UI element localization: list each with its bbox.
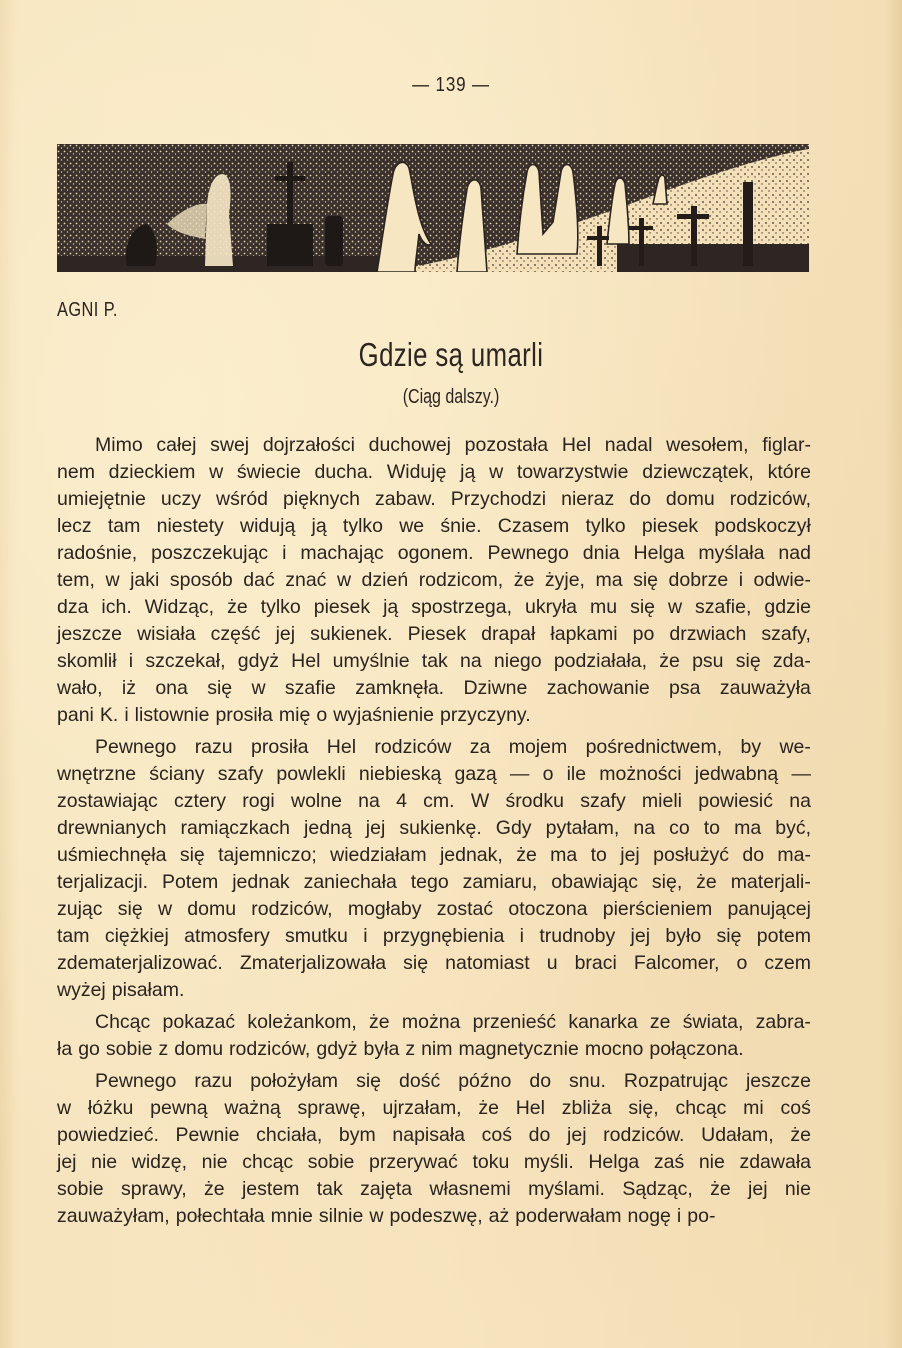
text-line: powiedzieć. Pewnie chciała, bym napisała coś do jej rodziców. Udałam, że [57,1124,811,1146]
paragraph [57,734,811,1004]
text-line: wało, iż ona się w szafie zamknęła. Dziwne zachowanie psa zauważyła [57,677,811,699]
text-line: jeszcze wisiała część jej sukienek. Piesek drapał łapkami po drzwiach szafy, [57,623,811,645]
paragraph [57,1009,811,1063]
text-line: lecz tam niestety widują ją tylko we śnie. Czasem tylko piesek podskoczył [57,515,811,537]
text-line: Chcąc pokazać koleżankom, że można przenieść kanarka ze świata, zabra- [95,1011,811,1033]
text-line: zując się w domu rodziców, mogłaby zostać otoczona pierścieniem panującej [57,898,811,920]
text-line: pani K. i listownie prosiła mię o wyjaśnienie przyczyny. [57,704,531,726]
author-name: AGNI P. [57,299,118,321]
text-line: zauważyłam, połechtała mnie silnie w podeszwę, aż poderwałam nogę i po- [57,1205,716,1227]
text-line: ła go sobie z domu rodziców, gdyż była z nim magnetycznie mocno połączona. [57,1038,744,1060]
text-line: uśmiechnęła się tajemniczo; wiedziałam jednak, że ma to jej posłużyć do ma- [57,844,811,866]
paragraph [57,1068,811,1230]
text-line: sobie sprawy, że jestem tak zajęta własnemi myślami. Sądząc, że jej nie [57,1178,811,1200]
paragraph [57,432,811,729]
page-number: — 139 — [412,74,490,96]
text-line: terjalizacji. Potem jednak zaniechała tego zamiaru, obawiając się, że materjali- [57,871,811,893]
text-line: dza ich. Widząc, że tylko piesek ją spostrzega, ukryła mu się w szafie, gdzie [57,596,811,618]
cemetery-ghosts-illustration [57,144,809,272]
text-line: radośnie, poszczekując i machając ogonem. Pewnego dnia Helga myślała nad [57,542,811,564]
article-title: Gdzie są umarli [358,336,544,373]
text-line: Mimo całej swej dojrzałości duchowej pozostała Hel nadal wesołem, figlar- [95,434,811,456]
text-line: umiejętnie uczy wśród pięknych zabaw. Przychodzi nieraz do domu rodziców, [57,488,811,510]
text-line: Pewnego razu prosiła Hel rodziców za mojem pośrednictwem, by we- [95,736,811,758]
article-body [57,432,811,1235]
text-line: wyżej pisałam. [57,979,185,1001]
text-line: tem, w jaki sposób dać znać w dzień rodzicom, że żyje, ma się dobrze i odwie- [57,569,811,591]
text-line: drewnianych ramiączkach jedną jej sukienkę. Gdy pytałam, na co to ma być, [57,817,811,839]
text-line: skomlił i szczekał, gdyż Hel umyślnie tak na niego podziałała, że psu się zda- [57,650,811,672]
text-line: tam ciężkiej atmosfery smutku i przygnębienia i trudnoby jej było się potem [57,925,811,947]
text-line: wnętrzne ściany szafy powlekli niebieską gazą — o ile możności jedwabną — [57,763,811,785]
text-line: jej nie widzę, nie chcąc sobie przerywać toku myśli. Helga zaś nie zdawała [57,1151,811,1173]
text-line: nem dzieckiem w świecie ducha. Widuję ją w towarzystwie dziewczątek, które [57,461,811,483]
illustration-graphic [57,144,809,272]
article-subtitle: (Ciąg dalszy.) [402,386,500,408]
text-line: w łóżku pewną ważną sprawę, ujrzałam, że Hel zbliża się, chcąc mi coś [57,1097,811,1119]
text-line: zdematerjalizować. Zmaterjalizowała się natomiast u braci Falcomer, o czem [57,952,811,974]
text-line: zostawiając cztery rogi wolne na 4 cm. W środku szafy mieli powiesić na [57,790,811,812]
text-line: Pewnego razu położyłam się dość późno do snu. Rozpatrując jeszcze [95,1070,811,1092]
